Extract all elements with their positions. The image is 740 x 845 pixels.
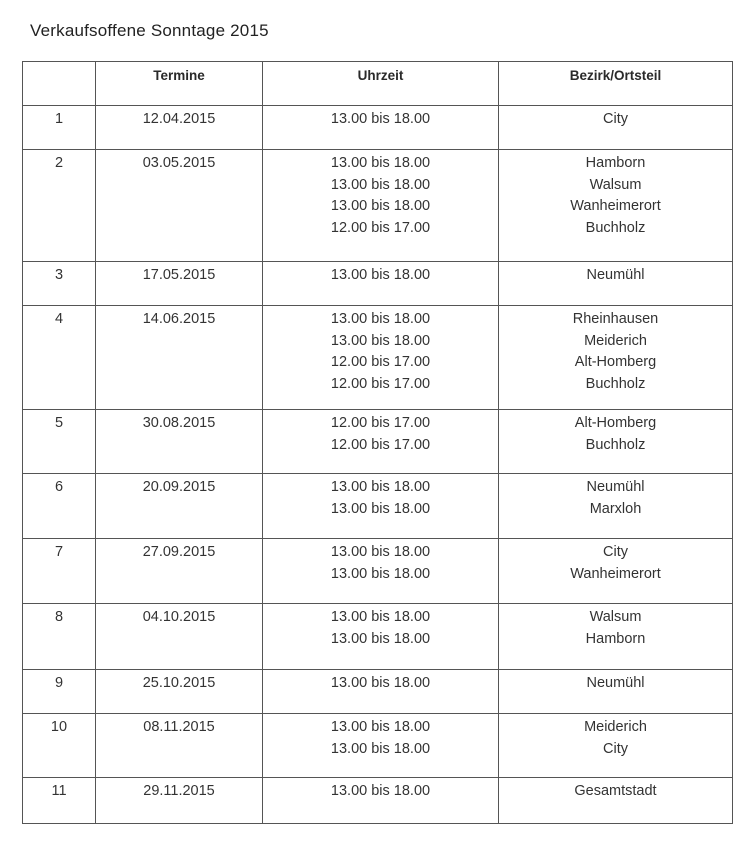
row-date: 27.09.2015	[96, 539, 263, 604]
district-name: Marxloh	[589, 500, 642, 517]
table-row	[23, 714, 733, 778]
row-times	[263, 306, 499, 410]
table-row	[23, 306, 733, 410]
row-number: 3	[23, 262, 96, 306]
time-range: 13.00 bis 18.00	[330, 198, 431, 214]
time-range: 13.00 bis 18.00	[330, 176, 431, 193]
row-districts	[499, 474, 733, 539]
table-row	[23, 262, 733, 306]
district-name: City	[603, 111, 628, 127]
row-districts	[499, 778, 733, 824]
table-row	[23, 106, 733, 150]
district-name: Buchholz	[585, 375, 646, 392]
row-times	[263, 150, 499, 262]
district-name: Alt-Homberg	[574, 354, 657, 370]
time-range: 13.00 bis 18.00	[330, 267, 431, 283]
time-range: 13.00 bis 18.00	[330, 565, 431, 582]
row-number: 11	[23, 778, 96, 824]
time-range: 13.00 bis 18.00	[330, 479, 431, 495]
district-name: Wanheimerort	[570, 198, 661, 214]
district-name: Meiderich	[584, 719, 647, 735]
row-number: 7	[23, 539, 96, 604]
time-range: 12.00 bis 17.00	[330, 354, 431, 370]
table-row	[23, 474, 733, 539]
row-date: 17.05.2015	[96, 262, 263, 306]
header-number	[23, 62, 96, 106]
row-times	[263, 106, 499, 150]
row-districts	[499, 410, 733, 474]
time-range: 13.00 bis 18.00	[330, 783, 431, 799]
row-times	[263, 604, 499, 670]
row-districts	[499, 539, 733, 604]
header-district: Bezirk/Ortsteil	[499, 62, 733, 106]
row-date: 25.10.2015	[96, 670, 263, 714]
table-row	[23, 778, 733, 824]
row-times	[263, 262, 499, 306]
district-name: City	[603, 544, 628, 560]
district-name: Buchholz	[585, 219, 646, 236]
row-districts	[499, 150, 733, 262]
district-name: Buchholz	[585, 436, 646, 453]
row-times	[263, 410, 499, 474]
time-range: 13.00 bis 18.00	[330, 155, 431, 171]
row-date: 04.10.2015	[96, 604, 263, 670]
row-times	[263, 778, 499, 824]
time-range: 13.00 bis 18.00	[330, 311, 431, 327]
row-districts	[499, 306, 733, 410]
district-name: Hamborn	[585, 630, 646, 647]
row-date: 12.04.2015	[96, 106, 263, 150]
row-number: 6	[23, 474, 96, 539]
district-name: Rheinhausen	[572, 311, 659, 327]
row-date: 08.11.2015	[96, 714, 263, 778]
district-name: Walsum	[589, 609, 642, 625]
table-row	[23, 539, 733, 604]
table-row	[23, 150, 733, 262]
row-times	[263, 670, 499, 714]
table-row	[23, 604, 733, 670]
table-row	[23, 410, 733, 474]
time-range: 13.00 bis 18.00	[330, 719, 431, 735]
time-range: 13.00 bis 18.00	[330, 111, 431, 127]
row-date: 29.11.2015	[96, 778, 263, 824]
row-districts	[499, 262, 733, 306]
time-range: 12.00 bis 17.00	[330, 375, 431, 392]
row-date: 03.05.2015	[96, 150, 263, 262]
time-range: 13.00 bis 18.00	[330, 544, 431, 560]
time-range: 12.00 bis 17.00	[330, 415, 431, 431]
time-range: 13.00 bis 18.00	[330, 609, 431, 625]
row-number: 10	[23, 714, 96, 778]
row-districts	[499, 106, 733, 150]
row-date: 20.09.2015	[96, 474, 263, 539]
page-title: Verkaufsoffene Sonntage 2015	[30, 21, 269, 40]
time-range: 12.00 bis 17.00	[330, 219, 431, 236]
time-range: 13.00 bis 18.00	[330, 500, 431, 517]
table-body	[23, 106, 733, 824]
row-number: 2	[23, 150, 96, 262]
row-times	[263, 714, 499, 778]
district-name: Neumühl	[586, 479, 645, 495]
row-number: 9	[23, 670, 96, 714]
header-date: Termine	[96, 62, 263, 106]
row-number: 5	[23, 410, 96, 474]
time-range: 12.00 bis 17.00	[330, 436, 431, 453]
district-name: Gesamtstadt	[574, 783, 657, 799]
row-districts	[499, 604, 733, 670]
time-range: 13.00 bis 18.00	[330, 740, 431, 757]
district-name: Neumühl	[586, 267, 645, 283]
district-name: Meiderich	[584, 332, 647, 349]
row-districts	[499, 714, 733, 778]
header-time: Uhrzeit	[263, 62, 499, 106]
row-districts	[499, 670, 733, 714]
time-range: 13.00 bis 18.00	[330, 332, 431, 349]
sunday-schedule-table	[22, 61, 733, 824]
time-range: 13.00 bis 18.00	[330, 630, 431, 647]
district-name: Hamborn	[585, 155, 646, 171]
row-number: 4	[23, 306, 96, 410]
row-times	[263, 474, 499, 539]
row-number: 8	[23, 604, 96, 670]
table-row	[23, 670, 733, 714]
district-name: City	[603, 740, 628, 757]
district-name: Alt-Homberg	[574, 415, 657, 431]
table-header-row	[23, 62, 733, 106]
time-range: 13.00 bis 18.00	[330, 675, 431, 691]
row-number: 1	[23, 106, 96, 150]
row-times	[263, 539, 499, 604]
district-name: Wanheimerort	[570, 565, 661, 582]
row-date: 14.06.2015	[96, 306, 263, 410]
district-name: Walsum	[589, 176, 642, 193]
row-date: 30.08.2015	[96, 410, 263, 474]
district-name: Neumühl	[586, 675, 645, 691]
